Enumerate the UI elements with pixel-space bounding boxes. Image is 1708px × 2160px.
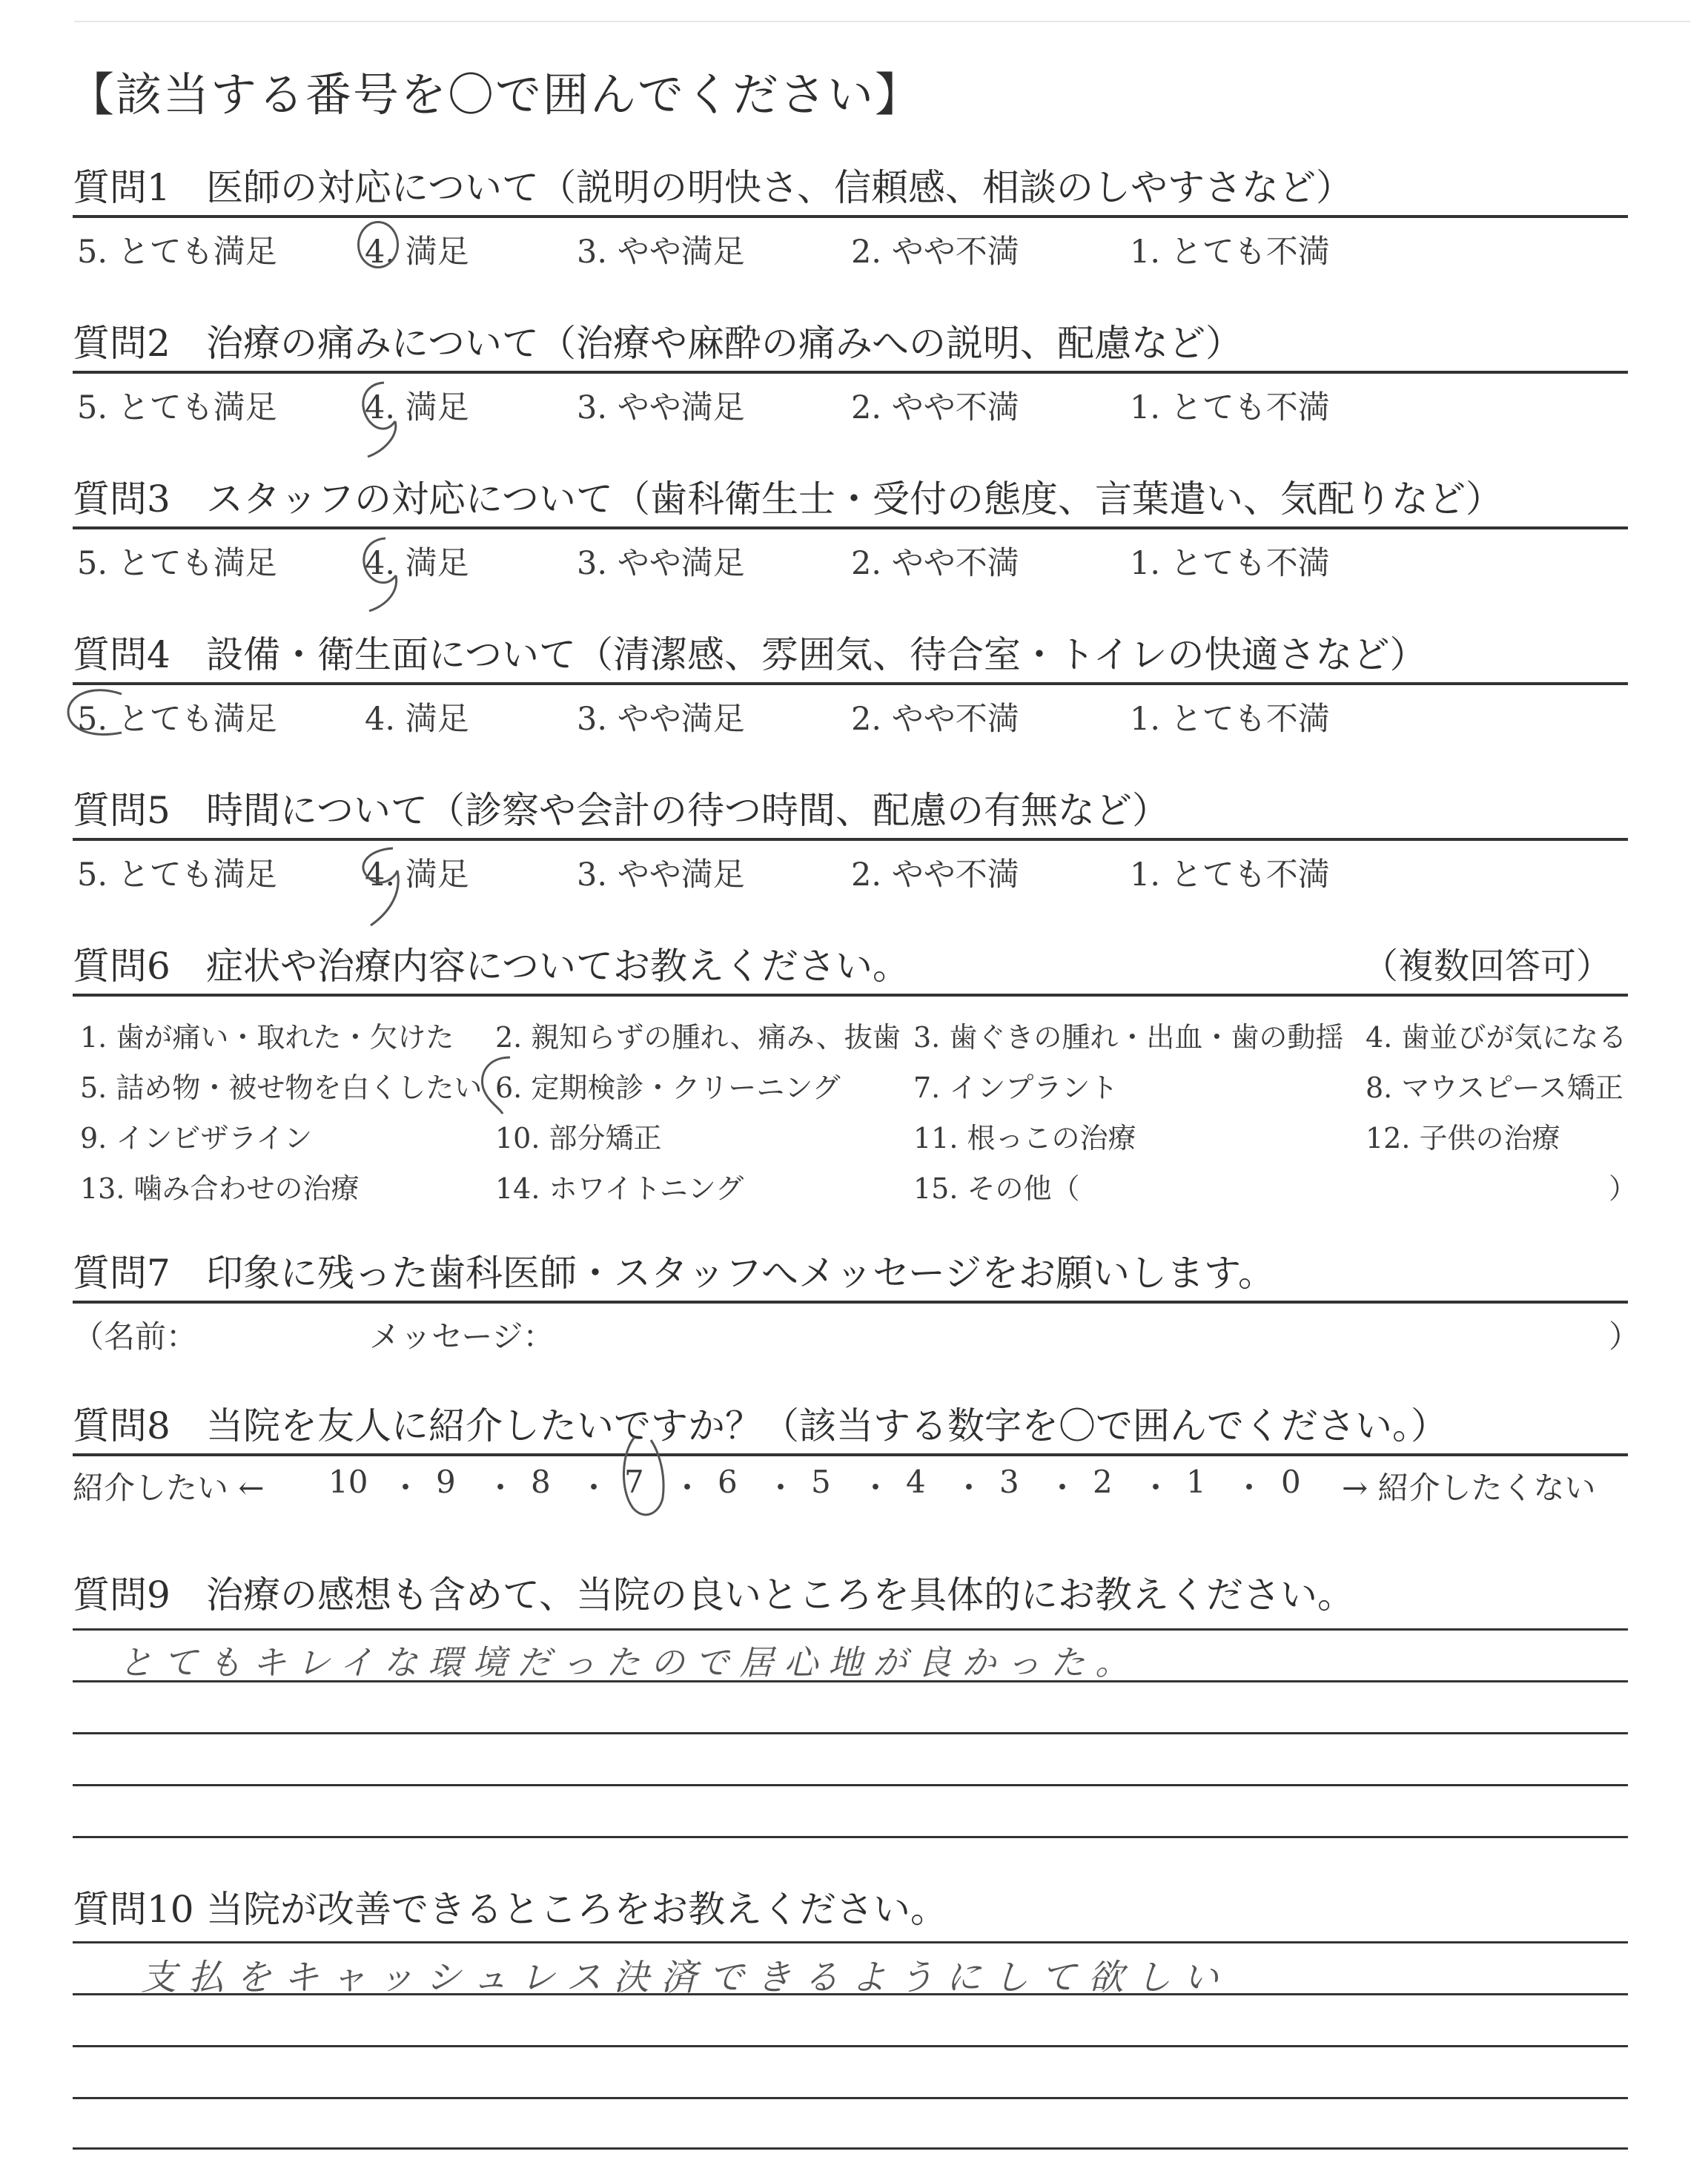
option-4[interactable]: 4. 満足	[365, 701, 469, 738]
recommend-scale	[73, 1464, 1644, 1508]
instruction-header: 【該当する番号を〇で囲んでください】	[68, 67, 923, 122]
scale-2[interactable]: 2	[1093, 1464, 1113, 1500]
q6-option-2[interactable]: 2. 親知らずの腫れ、痛み、抜歯	[495, 1021, 901, 1054]
option-2[interactable]: 2. やや不満	[851, 856, 1019, 894]
option-4[interactable]: 4. 満足	[365, 234, 469, 271]
q9-handwritten-answer: とてもキレイな環境だったので居心地が良かった。	[119, 1642, 1140, 1682]
answer-circle	[354, 532, 421, 614]
question-4	[73, 629, 1628, 738]
answer-line	[73, 1628, 1628, 1631]
option-3[interactable]: 3. やや満足	[577, 234, 745, 271]
q6-option-8[interactable]: 8. マウスピース矯正	[1366, 1071, 1623, 1104]
question-2	[73, 317, 1628, 426]
q6-option-12[interactable]: 12. 子供の治療	[1366, 1122, 1560, 1155]
q6-option-9[interactable]: 9. インビザライン	[80, 1122, 313, 1155]
answer-line	[73, 2045, 1628, 2047]
scale-dot: ・	[485, 1470, 517, 1506]
question-rule	[73, 526, 1628, 529]
q6-option-7[interactable]: 7. インプラント	[913, 1071, 1119, 1104]
question-title: 治療の感想も含めて、当院の良いところを具体的にお教えください。	[206, 1573, 1354, 1616]
question-number: 質問10	[73, 1888, 194, 1931]
scale-5[interactable]: 5	[811, 1464, 831, 1500]
option-2[interactable]: 2. やや不満	[851, 234, 1019, 271]
q6-option-14[interactable]: 14. ホワイトニング	[495, 1172, 744, 1205]
answer-line	[73, 1836, 1628, 1838]
option-3[interactable]: 3. やや満足	[577, 701, 745, 738]
q6-option-5[interactable]: 5. 詰め物・被せ物を白くしたい	[80, 1071, 483, 1104]
question-title: 治療の痛みについて（治療や麻酔の痛みへの説明、配慮など）	[206, 322, 1242, 365]
question-rule	[73, 994, 1628, 997]
answer-line	[73, 1784, 1628, 1786]
answer-line	[73, 2097, 1628, 2099]
question-title: 医師の対応について（説明の明快さ、信頼感、相談のしやすさなど）	[206, 166, 1353, 209]
answer-circle	[62, 681, 144, 747]
option-3[interactable]: 3. やや満足	[577, 856, 745, 894]
option-3[interactable]: 3. やや満足	[577, 545, 745, 582]
question-3	[73, 473, 1628, 582]
option-1[interactable]: 1. とても不満	[1130, 234, 1330, 271]
scale-4[interactable]: 4	[906, 1464, 926, 1500]
q6-option-11[interactable]: 11. 根っこの治療	[913, 1122, 1136, 1155]
q6-option-3[interactable]: 3. 歯ぐきの腫れ・出血・歯の動揺	[913, 1021, 1344, 1054]
option-5[interactable]: 5. とても満足	[77, 389, 277, 426]
scale-dot: ・	[578, 1470, 610, 1506]
question-rule	[73, 838, 1628, 841]
question-title: 症状や治療内容についてお教えください。	[206, 945, 910, 988]
question-rule	[73, 371, 1628, 374]
q6-option-13[interactable]: 13. 噛み合わせの治療	[80, 1172, 360, 1205]
scale-1[interactable]: 1	[1186, 1464, 1206, 1500]
top-border	[74, 21, 1690, 22]
question-title: スタッフの対応について（歯科衛生士・受付の態度、言葉遣い、気配りなど）	[206, 478, 1503, 521]
scale-3[interactable]: 3	[999, 1464, 1019, 1500]
question-title: 時間について（診察や会計の待つ時間、配慮の有無など）	[206, 789, 1169, 832]
scale-dot: ・	[1047, 1470, 1079, 1506]
scale-8[interactable]: 8	[531, 1464, 551, 1500]
answer-circle	[473, 1051, 525, 1118]
question-title: 印象に残った歯科医師・スタッフへメッセージをお願いします。	[206, 1252, 1275, 1295]
answer-line	[73, 2147, 1628, 2150]
question-9	[73, 1569, 1628, 1621]
multiple-answer-note: （複数回答可）	[1363, 945, 1612, 987]
option-4[interactable]: 4. 満足	[365, 545, 469, 582]
scale-6[interactable]: 6	[718, 1464, 738, 1500]
question-number: 質問9	[73, 1573, 171, 1616]
scale-7[interactable]: 7	[624, 1464, 644, 1500]
scale-dot: ・	[953, 1470, 985, 1506]
question-rule	[73, 1453, 1628, 1456]
q10-handwritten-answer: 支払をキャッシュレス決済できるようにして欲しい	[141, 1957, 1231, 1998]
message-label: メッセージ：	[369, 1318, 555, 1355]
scale-0[interactable]: 0	[1281, 1464, 1301, 1500]
option-1[interactable]: 1. とても不満	[1130, 545, 1330, 582]
question-6	[73, 940, 1638, 1205]
scale-10[interactable]: 10	[328, 1464, 368, 1500]
question-title: 当院が改善できるところをお教えください。	[206, 1888, 947, 1931]
question-10	[73, 1883, 1628, 1935]
question-number: 質問1	[73, 166, 171, 209]
question-number: 質問4	[73, 633, 171, 676]
option-3[interactable]: 3. やや満足	[577, 389, 745, 426]
answer-circle	[348, 841, 430, 930]
question-number: 質問3	[73, 478, 171, 521]
question-number: 質問6	[73, 945, 171, 988]
q6-option-15-close: ）	[1609, 1172, 1638, 1205]
option-2[interactable]: 2. やや不満	[851, 701, 1019, 738]
option-1[interactable]: 1. とても不満	[1130, 389, 1330, 426]
question-number: 質問8	[73, 1404, 171, 1447]
q6-option-1[interactable]: 1. 歯が痛い・取れた・欠けた	[80, 1021, 454, 1054]
option-2[interactable]: 2. やや不満	[851, 545, 1019, 582]
answer-line	[73, 1732, 1628, 1734]
scale-left-label: 紹介したい ←	[73, 1470, 265, 1506]
scale-dot: ・	[1234, 1470, 1265, 1506]
answer-circle	[615, 1431, 675, 1527]
scale-9[interactable]: 9	[436, 1464, 456, 1500]
close-paren: ）	[1609, 1318, 1641, 1355]
question-rule	[73, 1301, 1628, 1304]
question-number: 質問5	[73, 789, 171, 832]
answer-circle	[357, 221, 399, 268]
option-4[interactable]: 4. 満足	[365, 856, 469, 894]
q6-option-4[interactable]: 4. 歯並びが気になる	[1366, 1021, 1627, 1054]
question-title: 当院を友人に紹介したいですか？（該当する数字を〇で囲んでください。）	[206, 1404, 1448, 1447]
question-7	[73, 1247, 1641, 1355]
q6-option-15[interactable]: 15. その他（	[913, 1172, 1080, 1205]
question-8	[73, 1400, 1628, 1452]
scale-dot: ・	[390, 1470, 422, 1506]
option-5[interactable]: 5. とても満足	[77, 701, 277, 738]
question-5	[73, 785, 1628, 894]
question-title: 設備・衛生面について（清潔感、雰囲気、待合室・トイレの快適さなど）	[206, 633, 1427, 676]
q6-option-10[interactable]: 10. 部分矯正	[495, 1122, 662, 1155]
q6-option-6[interactable]: 6. 定期検診・クリーニング	[495, 1071, 841, 1104]
scale-dot: ・	[765, 1470, 797, 1506]
option-5[interactable]: 5. とても満足	[77, 545, 277, 582]
question-number: 質問2	[73, 322, 171, 365]
question-number: 質問7	[73, 1252, 171, 1295]
name-label: （名前：	[73, 1318, 198, 1355]
option-1[interactable]: 1. とても不満	[1130, 856, 1330, 894]
option-5[interactable]: 5. とても満足	[77, 856, 277, 894]
answer-line	[73, 1941, 1628, 1943]
scale-right-label: → 紹介したくない	[1342, 1470, 1596, 1506]
question-1	[73, 162, 1628, 271]
scale-dot: ・	[860, 1470, 892, 1506]
scale-dot: ・	[672, 1470, 704, 1506]
answer-circle	[354, 377, 421, 458]
option-2[interactable]: 2. やや不満	[851, 389, 1019, 426]
question-rule	[73, 215, 1628, 218]
option-4[interactable]: 4. 満足	[365, 389, 469, 426]
question-rule	[73, 682, 1628, 685]
option-1[interactable]: 1. とても不満	[1130, 701, 1330, 738]
option-5[interactable]: 5. とても満足	[77, 234, 277, 271]
scale-dot: ・	[1140, 1470, 1172, 1506]
